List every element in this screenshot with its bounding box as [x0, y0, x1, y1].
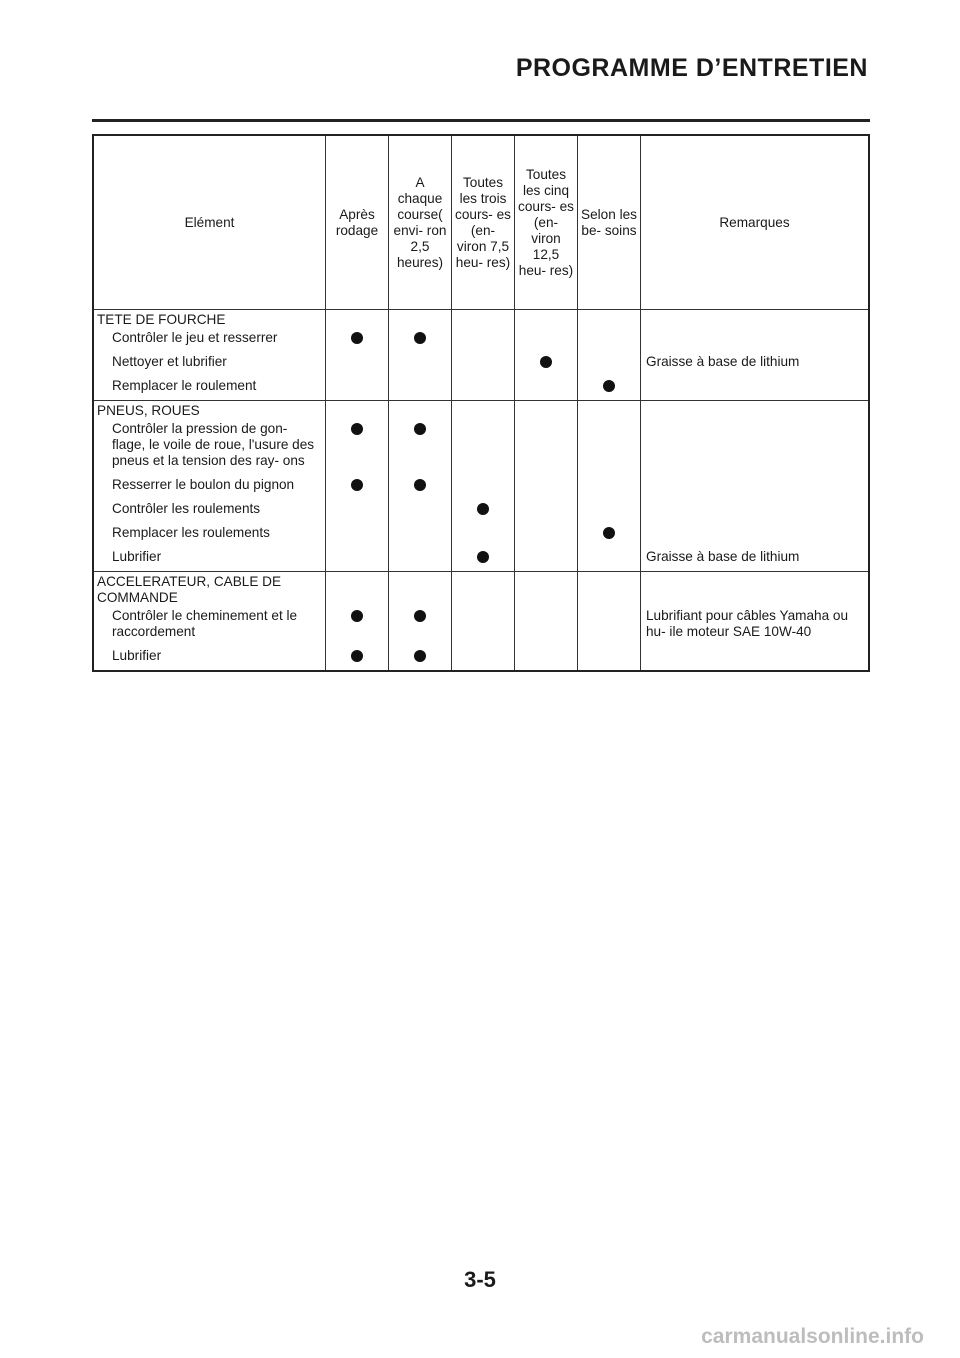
interval-cell — [515, 352, 578, 376]
interval-cell — [326, 376, 389, 401]
item-label: Lubrifier — [93, 547, 326, 572]
interval-cell — [515, 523, 578, 547]
empty-cell — [578, 572, 641, 607]
interval-cell — [578, 352, 641, 376]
item-remark: Graisse à base de lithium — [641, 547, 870, 572]
empty-cell — [641, 310, 870, 329]
section-row — [93, 572, 869, 607]
interval-cell — [389, 499, 452, 523]
empty-cell — [641, 401, 870, 420]
interval-cell — [389, 328, 452, 352]
section-category: TETE DE FOURCHE — [97, 312, 226, 327]
header-remarks: Remarques — [641, 135, 870, 310]
interval-cell — [578, 646, 641, 671]
empty-cell — [326, 401, 389, 420]
interval-cell — [578, 328, 641, 352]
empty-cell — [641, 572, 870, 607]
interval-cell — [578, 419, 641, 475]
interval-cell — [515, 419, 578, 475]
interval-cell — [578, 606, 641, 646]
interval-cell — [389, 352, 452, 376]
table-row — [93, 376, 869, 401]
interval-cell — [326, 328, 389, 352]
bullet-mark-icon — [477, 551, 489, 563]
item-remark — [641, 499, 870, 523]
interval-cell — [326, 475, 389, 499]
section-category: ACCELERATEUR, CABLE DE COMMANDE — [97, 574, 282, 605]
item-remark — [641, 376, 870, 401]
bullet-mark-icon — [414, 610, 426, 622]
item-label: Nettoyer et lubrifier — [112, 354, 227, 369]
interval-cell — [578, 523, 641, 547]
empty-cell — [326, 310, 389, 329]
empty-cell — [578, 401, 641, 420]
empty-cell — [389, 401, 452, 420]
bullet-mark-icon — [603, 527, 615, 539]
empty-cell — [389, 572, 452, 607]
interval-cell — [326, 499, 389, 523]
bullet-mark-icon — [603, 380, 615, 392]
empty-cell — [515, 401, 578, 420]
empty-cell — [389, 310, 452, 329]
item-label: Lubrifier — [93, 646, 326, 671]
item-remark — [641, 475, 870, 499]
table-body — [93, 310, 869, 672]
table-row — [93, 523, 869, 547]
bullet-mark-icon — [351, 610, 363, 622]
header-as-needed: Selon les be- soins — [578, 135, 641, 310]
table-row — [93, 328, 869, 352]
interval-cell — [515, 376, 578, 401]
interval-cell — [326, 419, 389, 475]
section-row — [93, 401, 869, 420]
empty-cell — [326, 572, 389, 607]
empty-cell — [452, 401, 515, 420]
bullet-mark-icon — [414, 332, 426, 344]
interval-cell — [452, 419, 515, 475]
header-after-break-in: Après rodage — [326, 135, 389, 310]
item-label: Contrôler le jeu et resserrer — [112, 330, 278, 345]
interval-cell — [515, 646, 578, 671]
interval-cell — [452, 352, 515, 376]
header-every-three-races: Toutes les trois cours- es (en- viron 7,5 heu- res) — [452, 135, 515, 310]
table-row — [93, 419, 869, 475]
interval-cell — [578, 547, 641, 572]
interval-cell — [326, 646, 389, 671]
interval-cell — [578, 376, 641, 401]
interval-cell — [578, 475, 641, 499]
interval-cell — [389, 646, 452, 671]
interval-cell — [326, 352, 389, 376]
interval-cell — [389, 376, 452, 401]
item-remark — [641, 523, 870, 547]
title-divider — [92, 119, 870, 122]
watermark: carmanualsonline.info — [701, 1325, 924, 1348]
table-row — [93, 606, 869, 646]
bullet-mark-icon — [351, 479, 363, 491]
item-remark: Graisse à base de lithium — [641, 352, 870, 376]
bullet-mark-icon — [414, 479, 426, 491]
interval-cell — [452, 547, 515, 572]
table-header-row — [93, 135, 869, 310]
bullet-mark-icon — [351, 650, 363, 662]
empty-cell — [578, 310, 641, 329]
interval-cell — [452, 523, 515, 547]
item-remark: Lubrifiant pour câbles Yamaha ou hu- ile moteur SAE 10W-40 — [641, 606, 870, 646]
interval-cell — [389, 419, 452, 475]
interval-cell — [326, 547, 389, 572]
interval-cell — [326, 523, 389, 547]
item-label: Contrôler la pression de gon- flage, le voile de roue, l'usure des pneus et la tension des ray- ons — [112, 421, 315, 468]
item-label: Remplacer le roulement — [93, 376, 326, 401]
interval-cell — [515, 499, 578, 523]
maintenance-table — [92, 134, 870, 672]
page-title: PROGRAMME D’ENTRETIEN — [515, 54, 868, 82]
table-row — [93, 475, 869, 499]
interval-cell — [389, 547, 452, 572]
interval-cell — [452, 376, 515, 401]
interval-cell — [515, 547, 578, 572]
interval-cell — [326, 606, 389, 646]
item-label: Resserrer le boulon du pignon — [112, 477, 295, 492]
interval-cell — [452, 606, 515, 646]
header-every-five-races: Toutes les cinq cours- es (en- viron 12,5 heu- res) — [515, 135, 578, 310]
empty-cell — [515, 310, 578, 329]
interval-cell — [515, 606, 578, 646]
interval-cell — [452, 328, 515, 352]
table-row — [93, 499, 869, 523]
section-category: PNEUS, ROUES — [97, 403, 200, 418]
interval-cell — [389, 523, 452, 547]
item-label: Contrôler le cheminement et le raccordement — [112, 608, 298, 639]
bullet-mark-icon — [477, 503, 489, 515]
item-label: Remplacer les roulements — [112, 525, 270, 540]
interval-cell — [515, 328, 578, 352]
page-number: 3-5 — [464, 1267, 496, 1292]
interval-cell — [389, 475, 452, 499]
empty-cell — [452, 310, 515, 329]
table-row — [93, 646, 869, 671]
interval-cell — [452, 475, 515, 499]
interval-cell — [452, 646, 515, 671]
table-row — [93, 352, 869, 376]
interval-cell — [515, 475, 578, 499]
bullet-mark-icon — [540, 356, 552, 368]
empty-cell — [452, 572, 515, 607]
empty-cell — [515, 572, 578, 607]
header-every-race: A chaque course( envi- ron 2,5 heures) — [389, 135, 452, 310]
bullet-mark-icon — [351, 332, 363, 344]
interval-cell — [389, 606, 452, 646]
bullet-mark-icon — [414, 423, 426, 435]
interval-cell — [578, 499, 641, 523]
header-element: Elément — [93, 135, 326, 310]
bullet-mark-icon — [351, 423, 363, 435]
bullet-mark-icon — [414, 650, 426, 662]
interval-cell — [452, 499, 515, 523]
item-label: Contrôler les roulements — [112, 501, 261, 516]
table-row — [93, 547, 869, 572]
item-remark — [641, 328, 870, 352]
item-remark — [641, 419, 870, 475]
item-remark — [641, 646, 870, 671]
section-row — [93, 310, 869, 329]
